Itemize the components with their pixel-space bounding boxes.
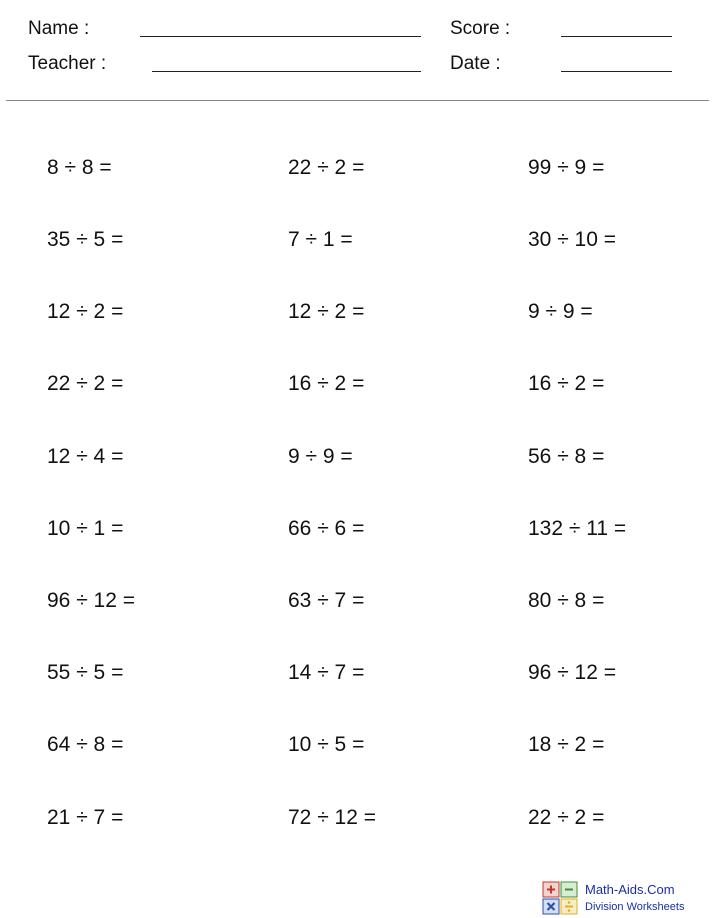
division-problem: 12 ÷ 2 = (288, 300, 365, 323)
math-operations-icon (542, 881, 578, 915)
division-problem: 99 ÷ 9 = (528, 156, 605, 179)
division-problem: 22 ÷ 2 = (288, 156, 365, 179)
score-blank-line[interactable] (561, 36, 672, 37)
division-problem: 8 ÷ 8 = (47, 156, 112, 179)
division-problem: 63 ÷ 7 = (288, 589, 365, 612)
name-label: Name : (28, 18, 90, 39)
division-problem: 7 ÷ 1 = (288, 228, 353, 251)
name-blank-line[interactable] (140, 36, 421, 37)
division-problem: 96 ÷ 12 = (528, 661, 617, 684)
division-problem: 96 ÷ 12 = (47, 589, 136, 612)
site-name: Math-Aids.Com (585, 882, 675, 897)
date-blank-line[interactable] (561, 71, 672, 72)
division-problem: 80 ÷ 8 = (528, 589, 605, 612)
division-problem: 9 ÷ 9 = (288, 445, 353, 468)
division-problem: 10 ÷ 5 = (288, 733, 365, 756)
division-problem: 35 ÷ 5 = (47, 228, 124, 251)
division-problem: 56 ÷ 8 = (528, 445, 605, 468)
date-label: Date : (450, 53, 501, 74)
division-problem: 18 ÷ 2 = (528, 733, 605, 756)
division-problem: 16 ÷ 2 = (288, 372, 365, 395)
division-problem: 21 ÷ 7 = (47, 806, 124, 829)
division-problem: 55 ÷ 5 = (47, 661, 124, 684)
score-label: Score : (450, 18, 511, 39)
division-problem: 14 ÷ 7 = (288, 661, 365, 684)
teacher-blank-line[interactable] (152, 71, 421, 72)
division-problem: 132 ÷ 11 = (528, 517, 627, 540)
division-problem: 12 ÷ 2 = (47, 300, 124, 323)
division-problem: 72 ÷ 12 = (288, 806, 377, 829)
teacher-label: Teacher : (28, 53, 107, 74)
division-problem: 12 ÷ 4 = (47, 445, 124, 468)
division-problem: 30 ÷ 10 = (528, 228, 617, 251)
division-problem: 10 ÷ 1 = (47, 517, 124, 540)
division-problem: 9 ÷ 9 = (528, 300, 593, 323)
worksheet-type-label: Division Worksheets (585, 901, 685, 913)
division-problem: 22 ÷ 2 = (47, 372, 124, 395)
division-problem: 64 ÷ 8 = (47, 733, 124, 756)
division-problem: 22 ÷ 2 = (528, 806, 605, 829)
division-problem: 66 ÷ 6 = (288, 517, 365, 540)
division-problem: 16 ÷ 2 = (528, 372, 605, 395)
header-divider (6, 100, 709, 101)
